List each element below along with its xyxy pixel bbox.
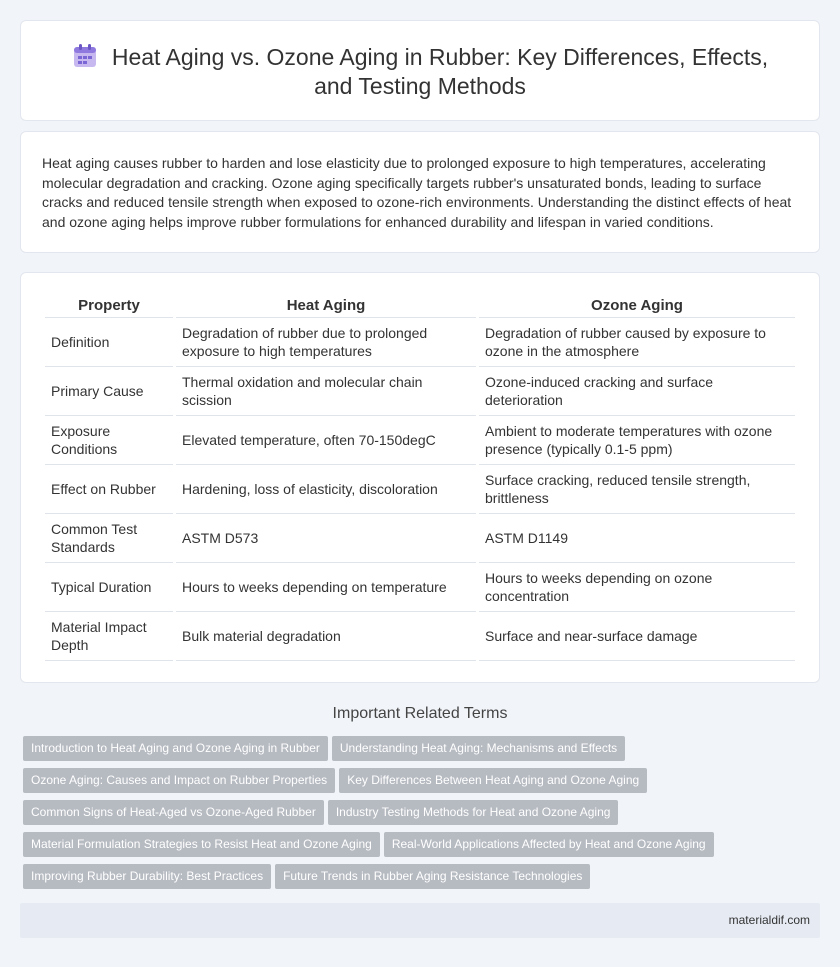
ozone-aging-cell: Ozone-induced cracking and surface deterioration (479, 367, 795, 416)
ozone-aging-cell: ASTM D1149 (479, 514, 795, 563)
property-cell: Material Impact Depth (45, 612, 173, 661)
property-cell: Effect on Rubber (45, 465, 173, 514)
table-row (45, 612, 795, 661)
calendar-icon (72, 43, 98, 69)
related-terms-title: Important Related Terms (332, 705, 508, 722)
related-term-link[interactable]: Key Differences Between Heat Aging and Ozone Aging (339, 768, 647, 793)
comparison-card (20, 272, 820, 683)
property-cell: Exposure Conditions (45, 416, 173, 465)
heat-aging-cell: Hardening, loss of elasticity, discoloration (176, 465, 476, 514)
related-term-link[interactable]: Industry Testing Methods for Heat and Ozone Aging (328, 800, 619, 825)
table-header-row (45, 296, 795, 318)
property-cell: Definition (45, 318, 173, 367)
comparison-table (42, 296, 798, 661)
ozone-aging-cell: Surface and near-surface damage (479, 612, 795, 661)
ozone-aging-cell: Hours to weeks depending on ozone concentration (479, 563, 795, 612)
header-ozone-aging: Ozone Aging (479, 296, 795, 318)
related-term-link[interactable]: Introduction to Heat Aging and Ozone Aging in Rubber (23, 736, 328, 761)
heat-aging-cell: ASTM D573 (176, 514, 476, 563)
intro-paragraph: Heat aging causes rubber to harden and lose elasticity due to prolonged exposure to high temperatures, accelerating molecular degradation and cracking. Ozone aging specifically targets rubber's unsaturated bonds, leading to surface cracks and reduced tensile strength when exposed to ozone-rich environments. Understanding the distinct effects of heat and ozone aging helps improve rubber formulations for enhanced durability and lifespan in varied conditions. (42, 155, 792, 230)
related-term-link[interactable]: Understanding Heat Aging: Mechanisms and Effects (332, 736, 625, 761)
site-name[interactable]: materialdif.com (728, 913, 810, 927)
related-term-link[interactable]: Real-World Applications Affected by Heat and Ozone Aging (384, 832, 714, 857)
related-term-link[interactable]: Common Signs of Heat-Aged vs Ozone-Aged Rubber (23, 800, 324, 825)
table-row (45, 318, 795, 367)
property-cell: Typical Duration (45, 563, 173, 612)
intro-card (20, 131, 820, 253)
heat-aging-cell: Bulk material degradation (176, 612, 476, 661)
ozone-aging-cell: Ambient to moderate temperatures with ozone presence (typically 0.1-5 ppm) (479, 416, 795, 465)
heat-aging-cell: Elevated temperature, often 70-150degC (176, 416, 476, 465)
table-row (45, 416, 795, 465)
ozone-aging-cell: Degradation of rubber caused by exposure to ozone in the atmosphere (479, 318, 795, 367)
table-row (45, 563, 795, 612)
related-term-link[interactable]: Material Formulation Strategies to Resist Heat and Ozone Aging (23, 832, 380, 857)
table-row (45, 465, 795, 514)
related-term-link[interactable]: Ozone Aging: Causes and Impact on Rubber Properties (23, 768, 335, 793)
title-line-2: and Testing Methods (314, 73, 526, 99)
heat-aging-cell: Degradation of rubber due to prolonged exposure to high temperatures (176, 318, 476, 367)
related-term-link[interactable]: Improving Rubber Durability: Best Practices (23, 864, 271, 889)
header-heat-aging: Heat Aging (176, 296, 476, 318)
table-row (45, 514, 795, 563)
page-title (21, 43, 819, 101)
title-card (20, 20, 820, 121)
related-terms-list (23, 736, 823, 896)
heat-aging-cell: Hours to weeks depending on temperature (176, 563, 476, 612)
related-term-link[interactable]: Future Trends in Rubber Aging Resistance Technologies (275, 864, 590, 889)
footer (20, 903, 820, 938)
heat-aging-cell: Thermal oxidation and molecular chain scission (176, 367, 476, 416)
title-line-1: Heat Aging vs. Ozone Aging in Rubber: Key Differences, Effects, (111, 44, 769, 70)
header-property: Property (45, 296, 173, 318)
property-cell: Primary Cause (45, 367, 173, 416)
table-row (45, 367, 795, 416)
ozone-aging-cell: Surface cracking, reduced tensile strength, brittleness (479, 465, 795, 514)
property-cell: Common Test Standards (45, 514, 173, 563)
